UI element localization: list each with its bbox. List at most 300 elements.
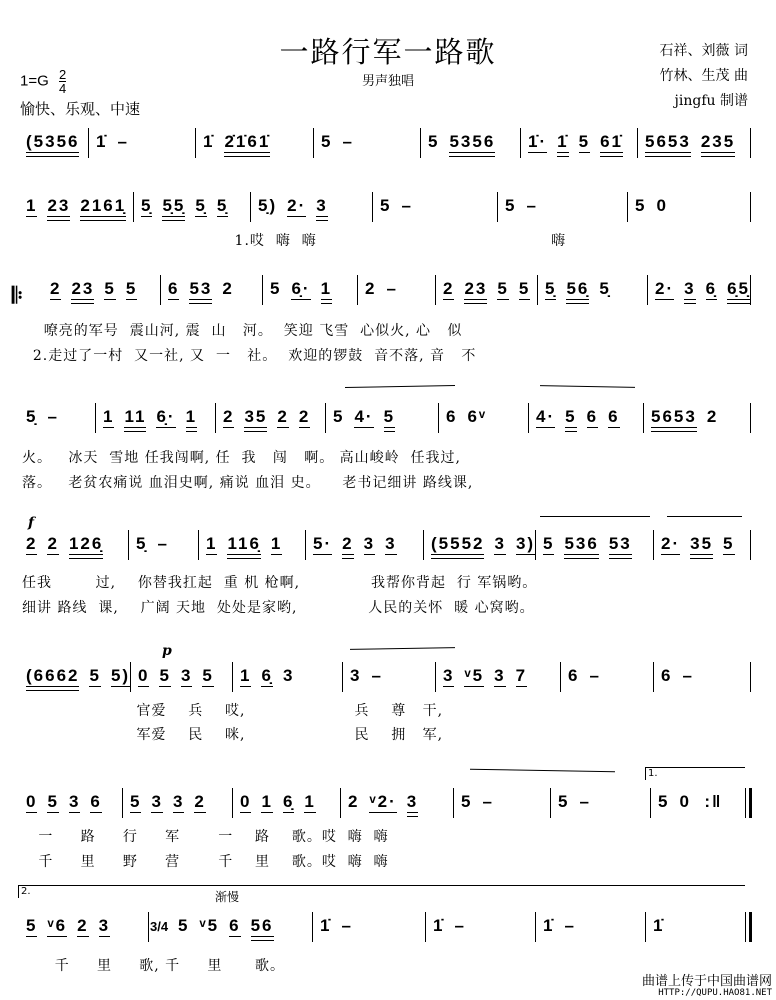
note-group: ᵛ5	[464, 666, 485, 685]
barline	[435, 275, 436, 305]
note-group: 5	[270, 279, 282, 298]
note-group: 61̇	[600, 132, 623, 151]
measure	[643, 407, 750, 435]
note-group: 5	[723, 534, 735, 553]
measure	[128, 534, 198, 562]
note-group: –	[564, 916, 576, 935]
note-group: –	[482, 792, 494, 811]
note-group: 2	[342, 534, 354, 553]
watermark-url[interactable]: HTTP://QUPU.HAO81.NET	[658, 988, 772, 998]
note-group: 5	[89, 666, 101, 685]
crescendo-hairpin	[540, 516, 650, 517]
note-group: 1	[261, 792, 273, 811]
barline	[750, 192, 751, 222]
measure	[342, 666, 435, 694]
note-group: 2	[222, 279, 234, 298]
measure	[88, 132, 195, 160]
measure	[160, 279, 262, 307]
barline	[342, 662, 343, 692]
note-group: 6̣·	[291, 279, 311, 298]
measure	[438, 407, 528, 435]
measure	[423, 534, 535, 562]
barline	[520, 128, 521, 158]
note-group: –	[682, 666, 694, 685]
note-group: 1̇	[543, 916, 555, 935]
note-group: 536	[564, 534, 599, 553]
note-group: 5	[125, 279, 138, 298]
note-group: 35	[690, 534, 714, 553]
measure	[198, 534, 305, 562]
note-group: 0	[138, 666, 150, 685]
score-system	[0, 530, 776, 564]
note-group: –	[579, 792, 591, 811]
note-group: 2	[194, 792, 206, 811]
note-group: 6	[446, 407, 458, 426]
note-group: 5)	[110, 666, 131, 685]
note-group: ᵛ5	[199, 916, 220, 935]
lyrics-line: 1.哎 嗨 嗨 嗨	[22, 233, 567, 249]
measure	[42, 279, 160, 307]
repeat-start-sign: 𝄆	[12, 283, 23, 308]
note-group: 5	[635, 196, 647, 215]
note-group: 5	[26, 916, 38, 935]
measure	[18, 196, 133, 224]
note-group: 0	[26, 792, 38, 811]
note-group: 3	[350, 666, 362, 685]
measure	[232, 666, 342, 694]
measure	[305, 534, 423, 562]
piano-mark: p	[162, 643, 172, 659]
measure	[195, 132, 313, 160]
measure	[497, 196, 627, 224]
note-group: 1	[206, 534, 218, 553]
score-system	[0, 403, 776, 437]
barline	[745, 912, 752, 942]
measure	[18, 916, 148, 944]
barline	[653, 530, 654, 560]
note-group: 1̇	[557, 132, 569, 151]
note-group: –	[341, 916, 353, 935]
note-group: 5	[505, 196, 517, 215]
barline	[425, 912, 426, 942]
measure	[637, 132, 750, 160]
note-group: 1̇	[203, 132, 215, 151]
note-group: ᵛ2·	[369, 792, 397, 811]
measure	[627, 196, 750, 224]
note-group: (6662	[26, 666, 80, 685]
note-group: 116̣	[227, 534, 261, 553]
lyrics-line: 官爱 兵 哎, 兵 尊 干,	[22, 703, 444, 719]
note-group: 1	[185, 407, 198, 426]
note-group: –	[589, 666, 601, 685]
measure	[148, 916, 312, 944]
note-group: 1	[240, 666, 252, 685]
note-group: 5	[428, 132, 440, 151]
watermark-site-name: 曲谱上传于中国曲谱网	[641, 974, 772, 989]
barline	[750, 275, 751, 305]
measure	[372, 196, 497, 224]
note-group: 5	[518, 279, 531, 298]
note-group: 2	[277, 407, 289, 426]
note-group: 5	[130, 792, 142, 811]
note-group: 5̣	[195, 196, 207, 215]
barline	[438, 403, 439, 433]
time-change-3-4: 3/4	[150, 919, 169, 934]
note-group: 0	[240, 792, 252, 811]
note-group: 56̣	[566, 279, 590, 298]
note-group: 2	[223, 407, 235, 426]
note-group: 1̇	[96, 132, 108, 151]
measure	[425, 916, 535, 944]
measure	[130, 666, 232, 694]
barline	[195, 128, 196, 158]
key-label: 1=G	[20, 72, 49, 90]
note-group: 3	[172, 792, 185, 811]
note-group: (5552	[431, 534, 485, 553]
note-group: 3	[68, 792, 81, 811]
note-group: 3	[494, 666, 506, 685]
note-group: –	[454, 916, 466, 935]
note-group: 6	[608, 407, 620, 426]
forte-mark: f	[28, 515, 35, 531]
barline	[340, 788, 341, 818]
barline	[750, 530, 751, 560]
note-group: 23	[464, 279, 488, 298]
composer-credit: 竹林、生茂 曲	[659, 68, 748, 84]
note-group: 1̇	[320, 916, 332, 935]
barline	[198, 530, 199, 560]
note-group: 1	[304, 792, 316, 811]
score-system	[0, 788, 776, 822]
note-group: 6̣5̣	[727, 279, 750, 298]
note-group: 2	[298, 407, 311, 426]
barline	[535, 912, 536, 942]
barline	[160, 275, 161, 305]
note-group: 5356	[449, 132, 496, 151]
note-group: 3	[684, 279, 696, 298]
note-group: 6	[90, 792, 102, 811]
note-group: 4·	[536, 407, 556, 426]
barline	[647, 275, 648, 305]
crescendo-hairpin	[350, 647, 455, 650]
measure	[18, 534, 128, 562]
measure	[95, 407, 215, 435]
barline	[148, 912, 149, 942]
barline	[537, 275, 538, 305]
note-group: 5	[543, 534, 555, 553]
note-group: –	[47, 407, 59, 426]
barline	[262, 275, 263, 305]
barline	[750, 128, 751, 158]
note-group: 5	[658, 792, 670, 811]
measure	[650, 792, 745, 820]
note-group: 5	[159, 666, 171, 685]
note-group: 6	[661, 666, 673, 685]
decrescendo-hairpin	[470, 769, 615, 773]
note-group: 5653	[645, 132, 691, 151]
lyrics-line: 落。 老贫农痛说 血泪史啊, 痛说 血泪 史。 老书记细讲 路线课,	[22, 475, 474, 491]
arranger-credit: jingfu 制谱	[674, 93, 748, 109]
note-group: –	[342, 132, 354, 151]
measure	[535, 534, 653, 562]
note-group: 3	[494, 534, 506, 553]
measure	[313, 132, 420, 160]
note-group: 1̇	[653, 916, 665, 935]
note-group: –	[386, 279, 398, 298]
barline	[420, 128, 421, 158]
barline	[325, 403, 326, 433]
lyrics-line: 千 里 歌, 千 里 歌。	[22, 958, 286, 974]
measure	[537, 279, 647, 307]
note-group: 5̣	[216, 196, 229, 215]
measure	[550, 792, 650, 820]
song-subtitle: 男声独唱	[361, 74, 414, 89]
lyrics-line: 细讲 路线 课, 广阔 天地 处处是家哟, 人民的关怀 暖 心窝哟。	[22, 600, 535, 616]
barline	[88, 128, 89, 158]
barline	[215, 403, 216, 433]
note-group: 5	[383, 407, 396, 426]
measure	[647, 279, 750, 307]
note-group: 1	[270, 534, 283, 553]
tempo-marking: 愉快、乐观、中速	[20, 100, 141, 118]
note-group: 2	[348, 792, 360, 811]
note-group: 3	[443, 666, 455, 685]
note-group: 53	[189, 279, 213, 298]
barline	[645, 912, 646, 942]
barline	[627, 192, 628, 222]
note-group: 5̣	[136, 534, 148, 553]
measure	[325, 407, 438, 435]
note-group: 5	[461, 792, 473, 811]
note-group: 1	[26, 196, 38, 215]
key-signature	[20, 68, 66, 95]
note-group: 6̣·	[156, 407, 176, 426]
note-group: 3	[385, 534, 397, 553]
note-group: 0	[656, 196, 668, 215]
note-group: 5̣	[599, 279, 611, 298]
lyrics-line: 2.走过了一村 又一社, 又 一 社。 欢迎的锣鼓 音不落, 音 不	[22, 348, 477, 364]
lyricist-credit: 石祥、刘薇 词	[659, 43, 748, 59]
note-group: 5̣5̣	[162, 196, 186, 215]
score-system	[0, 128, 776, 162]
note-group: 3	[316, 196, 328, 215]
note-group: 5	[380, 196, 392, 215]
measure	[535, 916, 645, 944]
note-group: 5	[321, 132, 333, 151]
measure	[18, 407, 95, 435]
note-group: 6	[568, 666, 580, 685]
note-group: 2	[365, 279, 377, 298]
measure	[357, 279, 435, 307]
note-group: 53	[608, 534, 632, 553]
volta-2: 2.	[18, 885, 745, 898]
note-group: 2	[706, 407, 719, 426]
barline	[453, 788, 454, 818]
measure	[18, 792, 122, 820]
barline	[750, 403, 751, 433]
measure	[560, 666, 653, 694]
note-group: 5	[565, 407, 577, 426]
barline	[643, 403, 644, 433]
barline	[423, 530, 424, 560]
barline	[535, 530, 536, 560]
barline	[305, 530, 306, 560]
volta-1: 1.	[645, 767, 745, 780]
note-group: 5̣	[26, 407, 38, 426]
measure	[528, 407, 643, 435]
measure	[435, 666, 560, 694]
measure	[453, 792, 550, 820]
note-group: 5	[104, 279, 116, 298]
note-group: 1̇·	[528, 132, 548, 151]
note-group: 2	[443, 279, 455, 298]
lyrics-line: 军爱 民 咪, 民 拥 军,	[22, 727, 444, 743]
ritardando-mark: 渐慢	[215, 890, 240, 904]
note-group: 3	[406, 792, 419, 811]
barline	[750, 662, 751, 692]
measure	[312, 916, 425, 944]
note-group: 0 :‖	[679, 792, 723, 811]
note-group: –	[117, 132, 129, 151]
barline	[653, 662, 654, 692]
note-group: 2	[47, 534, 59, 553]
barline	[357, 275, 358, 305]
score-system	[0, 912, 776, 946]
time-signature	[59, 68, 66, 95]
note-group: 2·	[287, 196, 307, 215]
measure	[133, 196, 250, 224]
note-group: 6ᵛ	[467, 407, 488, 426]
barline	[637, 128, 638, 158]
measure	[122, 792, 232, 820]
song-title: 一路行军一路歌	[279, 35, 497, 69]
note-group: 2	[77, 916, 89, 935]
note-group: 126̣	[68, 534, 104, 553]
note-group: 5̣	[545, 279, 557, 298]
note-group: 5	[333, 407, 345, 426]
measure	[420, 132, 520, 160]
measure	[653, 534, 750, 562]
note-group: 11	[124, 407, 147, 426]
note-group: 5	[497, 279, 509, 298]
note-group: –	[371, 666, 383, 685]
measure	[340, 792, 453, 820]
barline	[528, 403, 529, 433]
barline	[130, 662, 131, 692]
note-group: 2̇1̇61̇	[224, 132, 271, 151]
measure	[262, 279, 357, 307]
note-group: 23	[71, 279, 95, 298]
time-bottom: 4	[58, 81, 67, 96]
note-group: 56	[250, 916, 274, 935]
score-system	[0, 275, 776, 309]
measure	[645, 916, 745, 944]
measure	[215, 407, 325, 435]
note-group: 6	[586, 407, 599, 426]
note-group: 5	[202, 666, 214, 685]
note-group: 4·	[354, 407, 374, 426]
lyrics-line: 任我 过, 你替我扛起 重 机 枪啊, 我帮你背起 行 军锅哟。	[22, 575, 538, 591]
lyrics-line: 火。 冰天 雪地 任我闯啊, 任 我 闯 啊。 高山峻岭 任我过,	[22, 450, 462, 466]
note-group: 1̇	[433, 916, 445, 935]
barline	[312, 912, 313, 942]
barline	[560, 662, 561, 692]
note-group: 3	[180, 666, 193, 685]
note-group: (5356	[26, 132, 80, 151]
barline	[232, 788, 233, 818]
note-group: 5̣	[141, 196, 153, 215]
note-group: 5	[178, 916, 190, 935]
measure	[18, 132, 88, 160]
barline	[745, 788, 752, 818]
barline	[232, 662, 233, 692]
barline	[435, 662, 436, 692]
barline	[250, 192, 251, 222]
note-group: 6̣	[705, 279, 718, 298]
note-group: 5̣)	[258, 196, 278, 215]
note-group: 23	[47, 196, 71, 215]
note-group: –	[526, 196, 538, 215]
note-group: 2·	[655, 279, 675, 298]
measure	[18, 666, 130, 694]
time-top: 2	[58, 67, 67, 82]
note-group: 6̣	[261, 666, 273, 685]
note-group: 1	[103, 407, 115, 426]
note-group: ᵛ6	[47, 916, 68, 935]
note-group: 6	[229, 916, 241, 935]
note-group: 235	[700, 132, 736, 151]
measure	[232, 792, 340, 820]
note-group: 5	[558, 792, 570, 811]
decrescendo-hairpin	[667, 516, 742, 517]
note-group: –	[401, 196, 413, 215]
measure	[435, 279, 537, 307]
barline	[313, 128, 314, 158]
lyrics-line: 千 里 野 营 千 里 歌。哎 嗨 嗨	[22, 854, 389, 870]
barline	[372, 192, 373, 222]
note-group: 2	[26, 534, 38, 553]
lyrics-line: 一 路 行 军 一 路 歌。哎 嗨 嗨	[22, 829, 389, 845]
note-group: 3	[363, 534, 376, 553]
barline	[550, 788, 551, 818]
note-group: 7	[515, 666, 528, 685]
note-group: –	[157, 534, 169, 553]
measure	[653, 666, 750, 694]
note-group: 2161̣	[80, 196, 127, 215]
note-group: 3	[151, 792, 163, 811]
note-group: 2	[50, 279, 62, 298]
barline	[133, 192, 134, 222]
note-group: 2·	[661, 534, 681, 553]
measure	[520, 132, 637, 160]
note-group: 35	[244, 407, 268, 426]
note-group: 3	[282, 666, 295, 685]
note-group: 5653	[651, 407, 697, 426]
barline	[128, 530, 129, 560]
decrescendo-hairpin	[540, 385, 635, 388]
crescendo-hairpin	[345, 385, 455, 388]
note-group: 5	[47, 792, 59, 811]
note-group: 5·	[313, 534, 333, 553]
note-group: 3)	[515, 534, 536, 553]
note-group: 1	[320, 279, 333, 298]
note-group: 5	[578, 132, 591, 151]
lyrics-line: 嘹亮的军号 震山河, 震 山 河。 笑迎 飞雪 心似火, 心 似	[22, 323, 463, 339]
note-group: 3	[98, 916, 111, 935]
barline	[650, 788, 651, 818]
note-group: 6	[168, 279, 180, 298]
score-system	[0, 662, 776, 696]
